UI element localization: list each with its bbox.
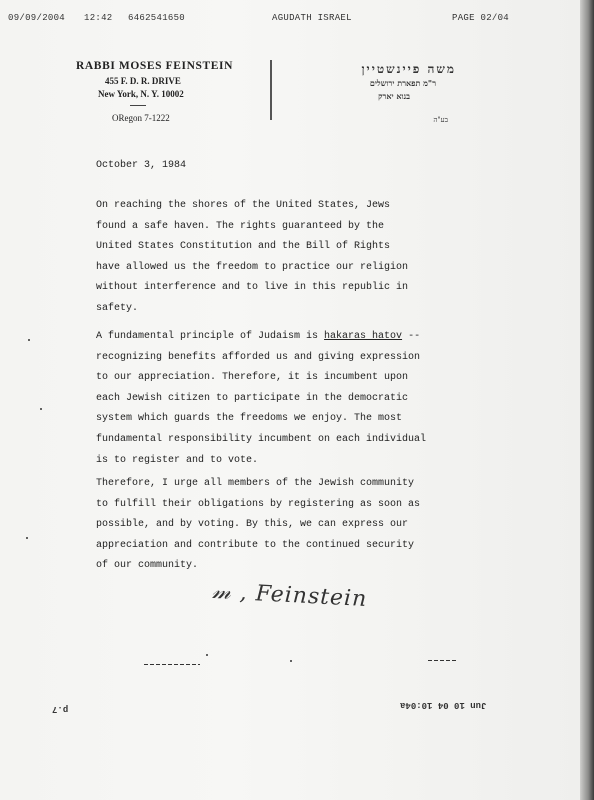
paragraph-line: safety.	[96, 302, 139, 314]
scan-mark	[428, 660, 458, 661]
paragraph-line: without interference and to live in this republic in	[96, 282, 409, 294]
letterhead-hebrew-city: בנוא יארק	[378, 91, 410, 101]
scan-speck	[28, 339, 30, 341]
letter-paragraph-3	[96, 474, 446, 577]
fax-received-stamp: Jun 10 04 10:04a	[400, 700, 487, 710]
paragraph-line: is to register and to vote.	[96, 454, 259, 466]
paragraph-line: recognizing benefits afforded us and giving expression	[96, 351, 421, 363]
letterhead-name: RABBI MOSES FEINSTEIN	[76, 60, 234, 72]
letterhead-hebrew-bsd: בע"ה	[433, 116, 448, 124]
fax-page-mark: p.7	[52, 704, 69, 714]
paragraph-line: each Jewish citizen to participate in the democratic	[96, 392, 409, 404]
scan-mark	[144, 664, 200, 665]
paragraph-line: possible, and by voting. By this, we can express our	[96, 519, 409, 531]
paragraph-line: have allowed us the freedom to practice our religion	[96, 261, 409, 273]
fax-sender: AGUDATH ISRAEL	[272, 13, 352, 23]
fax-date: 09/09/2004	[8, 13, 66, 23]
handwritten-signature: 𝓂 , Feinstein	[211, 578, 368, 613]
paragraph-line: On reaching the shores of the United States, Jews	[96, 200, 391, 211]
paragraph-line: United States Constitution and the Bill of Rights	[96, 241, 391, 253]
letterhead-hebrew-title: ר"מ תפארת ירושלים	[369, 78, 436, 88]
paragraph-line: fundamental responsibility incumbent on each individual	[96, 433, 427, 445]
line-suffix: --	[402, 331, 421, 342]
hakaras-hatov-term: hakaras hatov	[324, 331, 403, 342]
paragraph-line	[96, 327, 446, 348]
paragraph-line: appreciation and contribute to the continued security	[96, 539, 415, 551]
letterhead-phone: ORegon 7-1222	[112, 113, 170, 123]
scan-speck	[206, 654, 208, 656]
paragraph-line: system which guards the freedoms we enjoy. The most	[96, 413, 403, 425]
paragraph-line: found a safe haven. The rights guaranteed by the	[96, 220, 385, 232]
letterhead-address-line2: New York, N. Y. 10002	[98, 89, 184, 99]
fax-phone: 6462541650	[128, 13, 186, 23]
fax-time: 12:42	[84, 13, 113, 23]
letterhead-address-line1: 455 F. D. R. DRIVE	[105, 76, 181, 86]
fax-page-number: PAGE 02/04	[452, 13, 510, 23]
letterhead-divider	[270, 60, 272, 120]
scan-speck	[290, 660, 292, 662]
scanner-edge-shadow	[580, 0, 594, 800]
paragraph-line: Therefore, I urge all members of the Jewish community	[96, 478, 415, 489]
letterhead-rule	[130, 105, 146, 106]
scan-speck	[40, 408, 42, 410]
scan-speck	[26, 537, 28, 539]
letter-paragraph-2	[96, 327, 446, 471]
line-prefix: A fundamental principle of Judaism is	[96, 331, 325, 342]
letter-paragraph-1	[96, 196, 446, 320]
paragraph-line: to fulfill their obligations by registering as soon as	[96, 498, 421, 510]
letter-date: October 3, 1984	[96, 160, 187, 171]
letterhead-hebrew-name: משה פיינשטיין	[361, 62, 456, 76]
paragraph-line: to our appreciation. Therefore, it is incumbent upon	[96, 372, 409, 384]
paragraph-line: of our community.	[96, 560, 199, 572]
